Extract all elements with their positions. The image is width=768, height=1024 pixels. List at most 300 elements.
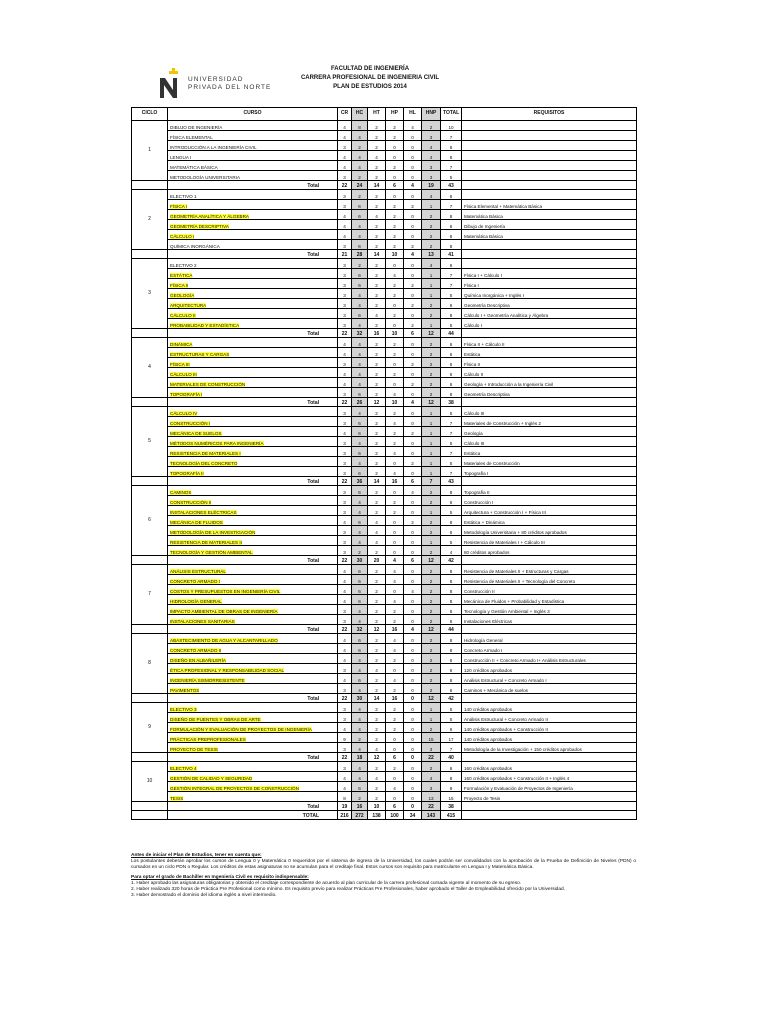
course-value: 2: [386, 506, 404, 516]
course-value: 7: [441, 467, 462, 477]
course-requirements: 80 créditos aprobados: [462, 546, 637, 556]
course-value: 6: [352, 634, 368, 644]
cycle-total-value: 38: [441, 398, 462, 407]
course-name: [168, 703, 338, 713]
course-name: [168, 664, 338, 674]
course-value: 6: [352, 674, 368, 684]
cycle-total-value: 4: [404, 625, 422, 634]
course-value: 2: [422, 496, 441, 506]
course-value: 2: [368, 585, 386, 595]
course-value: 2: [352, 141, 368, 151]
course-requirements: Resistencia de Materiales I + Cálculo III: [462, 536, 637, 546]
course-value: 3: [338, 437, 352, 447]
course-label: METODOLOGÍA DE LA INVESTIGACIÓN: [170, 529, 256, 535]
course-value: 4: [422, 772, 441, 782]
course-value: 3: [338, 496, 352, 506]
cycle-total-value: 16: [352, 802, 368, 811]
course-value: 2: [386, 684, 404, 694]
course-row: [132, 299, 637, 309]
course-value: 8: [441, 309, 462, 319]
course-label: ESTRUCTURAS Y CARGAS: [170, 351, 230, 357]
course-row: [132, 457, 637, 467]
cycle-total-value: 12: [422, 694, 441, 703]
column-header: CURSO: [168, 108, 338, 121]
course-value: 4: [338, 131, 352, 141]
course-value: 2: [368, 437, 386, 447]
course-value: 4: [386, 447, 404, 457]
course-value: 7: [441, 279, 462, 289]
course-value: 2: [422, 654, 441, 664]
course-value: 2: [404, 457, 422, 467]
course-requirements: Análisis Estructural + Concreto Armado I: [462, 674, 637, 684]
course-label: ANÁLISIS ESTRUCTURAL: [170, 568, 226, 574]
column-header: HT: [368, 108, 386, 121]
course-value: 0: [386, 259, 404, 269]
cycle-total-value: 4: [386, 556, 404, 565]
course-row: [132, 210, 637, 220]
course-value: 4: [338, 378, 352, 388]
course-value: 0: [386, 171, 404, 181]
course-value: 2: [386, 230, 404, 240]
course-value: 4: [352, 289, 368, 299]
course-value: 4: [352, 358, 368, 368]
course-value: 4: [352, 161, 368, 171]
course-value: 0: [404, 388, 422, 398]
cycle-total-value: 22: [338, 329, 352, 338]
cycle-total-blank: [462, 477, 637, 486]
course-value: 3: [422, 161, 441, 171]
course-value: 6: [441, 526, 462, 536]
university-logo: [158, 68, 288, 98]
course-value: 2: [422, 595, 441, 605]
cycle-total-value: 10: [386, 250, 404, 259]
course-value: 0: [404, 230, 422, 240]
notes-section: [131, 853, 636, 899]
course-value: 2: [368, 762, 386, 772]
course-value: 6: [352, 782, 368, 792]
course-requirements: Formulación y Evaluación de Proyectos de Ingeniería: [462, 782, 637, 792]
course-value: 4: [352, 230, 368, 240]
course-row: [132, 378, 637, 388]
course-name: [168, 289, 338, 299]
course-requirements: Química Inorgánica + Inglés I: [462, 289, 637, 299]
course-row: [132, 536, 637, 546]
course-name: [168, 506, 338, 516]
course-value: 2: [422, 664, 441, 674]
course-value: 2: [422, 240, 441, 250]
course-row: [132, 486, 637, 496]
course-value: 4: [338, 654, 352, 664]
cycle-number: 7: [132, 565, 168, 625]
course-name: [168, 121, 338, 131]
cycle-total-spacer: [132, 694, 168, 703]
course-value: 2: [368, 279, 386, 289]
course-value: 4: [352, 605, 368, 615]
course-value: 6: [441, 358, 462, 368]
course-value: 0: [404, 743, 422, 753]
course-value: 2: [386, 279, 404, 289]
course-value: 2: [422, 378, 441, 388]
course-name: [168, 279, 338, 289]
course-value: 6: [352, 309, 368, 319]
course-row: [132, 407, 637, 417]
column-header: TOTAL: [441, 108, 462, 121]
course-name: [168, 565, 338, 575]
course-row: [132, 121, 637, 131]
cycle-total-value: 44: [441, 625, 462, 634]
course-value: 2: [422, 585, 441, 595]
course-value: 6: [441, 190, 462, 200]
course-value: 0: [386, 358, 404, 368]
course-requirements: Topografía I: [462, 467, 637, 477]
course-value: 2: [422, 762, 441, 772]
course-name: [168, 210, 338, 220]
course-value: 0: [386, 772, 404, 782]
cycle-number: 6: [132, 486, 168, 556]
course-requirements: Metodología de la Investigación + 150 créditos aprobados: [462, 743, 637, 753]
course-requirements: Construcción II + Concreto Armado I+ Análisis Estructurales: [462, 654, 637, 664]
course-value: 6: [352, 417, 368, 427]
cycle-total-value: 16: [386, 694, 404, 703]
course-label: INSTALACIONES ELÉCTRICAS: [170, 509, 237, 515]
course-name: [168, 684, 338, 694]
course-value: 4: [338, 151, 352, 161]
course-row: [132, 723, 637, 733]
course-requirements: [462, 190, 637, 200]
course-requirements: Resistencia de Materiales II + Estructuras y Cargas: [462, 565, 637, 575]
course-value: 3: [338, 309, 352, 319]
cycle-total-value: 32: [352, 329, 368, 338]
course-requirements: Geología + Introducción a la Ingeniería Civil: [462, 378, 637, 388]
course-row: [132, 190, 637, 200]
course-value: 0: [404, 546, 422, 556]
course-name: [168, 230, 338, 240]
course-value: 2: [386, 220, 404, 230]
course-value: 0: [404, 575, 422, 585]
cycle-total-value: 43: [441, 181, 462, 190]
course-requirements: Materiales de Construcción: [462, 457, 637, 467]
course-value: 0: [386, 585, 404, 595]
course-value: 4: [368, 743, 386, 753]
course-value: 2: [422, 634, 441, 644]
cycle-total-label: Total: [168, 753, 338, 762]
course-row: [132, 516, 637, 526]
logo-line-2: PRIVADA DEL NORTE: [188, 83, 272, 91]
course-value: 3: [338, 388, 352, 398]
course-value: 4: [352, 319, 368, 329]
course-value: 2: [352, 190, 368, 200]
course-value: 0: [404, 792, 422, 802]
course-value: 2: [368, 457, 386, 467]
course-value: 6: [352, 427, 368, 437]
course-requirements: Dibujo de Ingeniería: [462, 220, 637, 230]
course-requirements: Geometría Descriptiva: [462, 299, 637, 309]
course-row: [132, 644, 637, 654]
course-value: 0: [404, 654, 422, 664]
course-name: [168, 259, 338, 269]
course-value: 17: [441, 733, 462, 743]
course-value: 4: [422, 141, 441, 151]
course-value: 2: [368, 289, 386, 299]
cycle-total-value: 0: [404, 802, 422, 811]
course-value: 4: [338, 575, 352, 585]
course-label: ELECTIVO 4: [170, 765, 197, 771]
course-value: 2: [368, 190, 386, 200]
cycle-total-value: 7: [422, 477, 441, 486]
course-requirements: Estática: [462, 447, 637, 457]
course-label: ÉTICA PROFESIONAL Y RESPONSABILIDAD SOCIAL: [170, 667, 285, 673]
course-value: 2: [422, 605, 441, 615]
course-label: ELECTIVO 1: [170, 193, 197, 199]
course-value: 2: [422, 575, 441, 585]
course-value: 4: [352, 762, 368, 772]
course-row: [132, 417, 637, 427]
grand-total-value: 138: [368, 811, 386, 820]
course-label: CÁLCULO I: [170, 233, 195, 239]
course-name: [168, 496, 338, 506]
course-value: 2: [386, 713, 404, 723]
cycle-total-value: 42: [441, 694, 462, 703]
grand-total-label: TOTAL: [168, 811, 338, 820]
grand-total-spacer: [132, 811, 168, 820]
course-label: GESTIÓN DE CALIDAD Y SEGURIDAD: [170, 775, 253, 781]
course-value: 1: [422, 536, 441, 546]
course-value: 2: [368, 713, 386, 723]
course-value: 4: [386, 565, 404, 575]
course-requirements: Física I: [462, 279, 637, 289]
cycle-total-value: 0: [404, 753, 422, 762]
course-value: 0: [386, 299, 404, 309]
cycle-total-value: 0: [404, 694, 422, 703]
course-value: 3: [338, 743, 352, 753]
course-label: PAVIMENTOS: [170, 687, 200, 693]
course-requirements: 120 créditos aprobados: [462, 664, 637, 674]
course-value: 6: [441, 348, 462, 358]
course-value: 0: [404, 151, 422, 161]
course-value: 0: [386, 743, 404, 753]
course-requirements: Construcción II: [462, 585, 637, 595]
course-value: 2: [386, 723, 404, 733]
course-label: TECNOLOGÍA Y GESTIÓN AMBIENTAL: [170, 549, 253, 555]
course-value: 3: [338, 259, 352, 269]
course-row: [132, 171, 637, 181]
cycle-number: 8: [132, 634, 168, 694]
course-value: 6: [352, 467, 368, 477]
course-row: [132, 782, 637, 792]
cycle-number: 4: [132, 338, 168, 398]
course-name: [168, 151, 338, 161]
course-value: 2: [368, 615, 386, 625]
course-value: 4: [386, 467, 404, 477]
cycle-total-value: 13: [422, 250, 441, 259]
cycle-total-value: 20: [368, 556, 386, 565]
course-requirements: Arquitectura + Construcción I + Física III: [462, 506, 637, 516]
cycle-total-value: 30: [352, 556, 368, 565]
course-name: [168, 190, 338, 200]
course-value: 6: [352, 200, 368, 210]
cycle-total-value: 44: [441, 329, 462, 338]
course-value: 8: [441, 151, 462, 161]
course-label: MATEMÁTICA BÁSICA: [170, 164, 218, 170]
course-label: FÍSICA ELEMENTAL: [170, 134, 213, 140]
course-value: 3: [338, 467, 352, 477]
course-label: ABASTECIMIENTO DE AGUA Y ALCANTARILLADO: [170, 637, 278, 643]
course-row: [132, 713, 637, 723]
course-value: 0: [404, 536, 422, 546]
course-name: [168, 131, 338, 141]
course-value: 8: [441, 210, 462, 220]
course-value: 2: [368, 348, 386, 358]
course-row: [132, 220, 637, 230]
course-value: 2: [368, 407, 386, 417]
course-value: 4: [352, 299, 368, 309]
course-value: 2: [386, 121, 404, 131]
course-name: [168, 378, 338, 388]
course-value: 6: [441, 220, 462, 230]
course-requirements: 140 créditos aprobados: [462, 703, 637, 713]
course-value: 2: [404, 240, 422, 250]
course-value: 3: [338, 269, 352, 279]
course-value: 3: [338, 240, 352, 250]
course-value: 3: [338, 299, 352, 309]
course-value: 2: [368, 782, 386, 792]
cycle-total-row: [132, 250, 637, 259]
course-value: 7: [441, 743, 462, 753]
course-value: 6: [352, 565, 368, 575]
cycle-total-value: 19: [422, 181, 441, 190]
course-value: 6: [441, 496, 462, 506]
course-label: PROBABILIDAD Y ESTADÍSTICA: [170, 322, 240, 328]
course-value: 4: [338, 368, 352, 378]
course-label: ELECTIVO 2: [170, 262, 197, 268]
course-row: [132, 309, 637, 319]
course-name: [168, 388, 338, 398]
cycle-number: 2: [132, 190, 168, 250]
course-requirements: Matemática Básica: [462, 210, 637, 220]
course-value: 7: [441, 269, 462, 279]
course-value: 0: [404, 595, 422, 605]
course-value: 4: [352, 437, 368, 447]
course-value: 8: [441, 388, 462, 398]
course-requirements: 140 créditos aprobados: [462, 733, 637, 743]
course-name: [168, 772, 338, 782]
course-value: 4: [338, 338, 352, 348]
course-value: 6: [441, 368, 462, 378]
course-row: [132, 427, 637, 437]
course-requirements: Análisis Estructural + Concreto Armado II: [462, 713, 637, 723]
course-requirements: Física Elemental + Matemática Básica: [462, 200, 637, 210]
course-value: 4: [338, 565, 352, 575]
course-label: TOPOGRAFÍA I: [170, 391, 203, 397]
course-value: 5: [441, 506, 462, 516]
course-name: [168, 546, 338, 556]
course-value: 0: [386, 546, 404, 556]
course-value: 4: [422, 259, 441, 269]
cycle-total-blank: [462, 398, 637, 407]
course-value: 2: [386, 605, 404, 615]
course-label: FÍSICA II: [170, 282, 189, 288]
cycle-total-value: 22: [338, 181, 352, 190]
cycle-total-value: 30: [352, 694, 368, 703]
course-label: ARQUITECTURA: [170, 302, 207, 308]
course-label: FÍSICA III: [170, 361, 190, 367]
cycle-total-blank: [462, 250, 637, 259]
course-label: INSTALACIONES SANITARIAS: [170, 618, 235, 624]
cycle-total-value: 26: [352, 398, 368, 407]
course-label: GESTIÓN INTEGRAL DE PROYECTOS DE CONSTRUCCIÓN: [170, 785, 299, 791]
logo-line-1: UNIVERSIDAD: [188, 76, 244, 83]
course-value: 9: [441, 782, 462, 792]
course-value: 6: [441, 615, 462, 625]
cycle-total-value: 14: [368, 181, 386, 190]
course-value: 4: [352, 131, 368, 141]
course-value: 2: [368, 299, 386, 309]
course-row: [132, 467, 637, 477]
course-value: 6: [441, 259, 462, 269]
course-label: CONSTRUCCIÓN I: [170, 420, 211, 426]
course-value: 2: [422, 486, 441, 496]
course-value: 0: [404, 684, 422, 694]
course-value: 2: [368, 161, 386, 171]
course-label: TECNOLOGÍA DEL CONCRETO: [170, 460, 238, 466]
course-value: 0: [404, 713, 422, 723]
course-label: CÁLCULO IV: [170, 410, 198, 416]
course-value: 2: [368, 338, 386, 348]
course-value: 2: [422, 368, 441, 378]
course-value: 0: [404, 526, 422, 536]
course-value: 1: [422, 703, 441, 713]
course-row: [132, 200, 637, 210]
course-value: 8: [441, 516, 462, 526]
course-name: [168, 358, 338, 368]
course-value: 1: [422, 506, 441, 516]
course-label: HIDROLOGÍA GENERAL: [170, 598, 222, 604]
course-requirements: Estática + Dinámica: [462, 516, 637, 526]
course-name: [168, 368, 338, 378]
course-value: 3: [338, 279, 352, 289]
grand-total-value: 415: [441, 811, 462, 820]
course-value: 2: [368, 388, 386, 398]
course-value: 0: [404, 259, 422, 269]
course-row: [132, 240, 637, 250]
course-row: [132, 743, 637, 753]
notes-title-2: Para optar el grado de Bachiller en Ingeniería Civil es requisito indispensable:: [131, 874, 309, 880]
course-value: 4: [404, 486, 422, 496]
course-value: 6: [441, 654, 462, 664]
column-header: HC: [352, 108, 368, 121]
cycle-total-value: 12: [368, 398, 386, 407]
cycle-total-value: 36: [352, 477, 368, 486]
course-value: 2: [386, 161, 404, 171]
grand-total-blank: [462, 811, 637, 820]
course-value: 2: [386, 309, 404, 319]
course-value: 2: [386, 210, 404, 220]
course-value: 0: [386, 792, 404, 802]
course-name: [168, 309, 338, 319]
course-value: 2: [352, 792, 368, 802]
course-value: 4: [352, 496, 368, 506]
course-value: 2: [386, 407, 404, 417]
course-name: [168, 575, 338, 585]
course-value: 4: [338, 220, 352, 230]
course-requirements: [462, 131, 637, 141]
course-value: 4: [338, 121, 352, 131]
cycle-total-spacer: [132, 329, 168, 338]
course-name: [168, 615, 338, 625]
course-value: 1: [422, 713, 441, 723]
course-label: DIBUJO DE INGENIERÍA: [170, 124, 223, 130]
course-value: 7: [441, 161, 462, 171]
